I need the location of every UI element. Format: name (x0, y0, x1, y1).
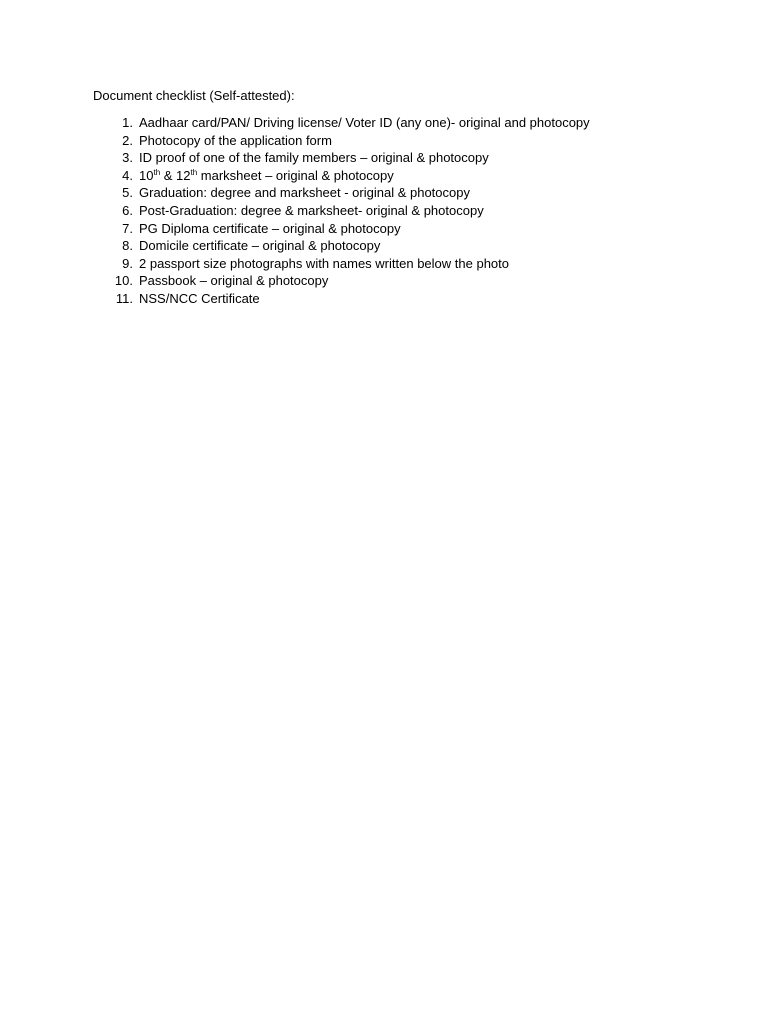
list-item-text: ID proof of one of the family members – original & photocopy (139, 150, 489, 166)
list-item-number: 7. (122, 220, 133, 236)
marksheet-text: marksheet – original & photocopy (197, 167, 394, 183)
list-item-number: 9. (122, 255, 133, 271)
ordinal-suffix: th (153, 167, 161, 177)
list-item-number: 2. (122, 132, 133, 148)
list-item-number: 5. (122, 185, 133, 201)
grade-10-text: 10 (139, 167, 154, 183)
list-item-text: Domicile certificate – original & photocopy (139, 238, 381, 254)
list-item-text (139, 167, 394, 185)
ordinal-suffix: th (190, 167, 198, 177)
list-item-text: Photocopy of the application form (139, 132, 332, 148)
list-item-text: 2 passport size photographs with names written below the photo (139, 255, 509, 271)
list-item-number: 3. (122, 150, 133, 166)
list-item-number: 1. (122, 115, 133, 130)
list-item-text: NSS/NCC Certificate (139, 290, 260, 306)
list-item-text: Post-Graduation: degree & marksheet- original & photocopy (139, 202, 484, 218)
list-item-number: 10. (114, 273, 133, 289)
grade-12-text: & 12 (160, 167, 191, 183)
checklist-heading: Document checklist (Self-attested): (93, 88, 295, 103)
list-item-number: 4. (122, 167, 133, 183)
list-item-text: Passbook – original & photocopy (139, 273, 329, 289)
list-item-text: PG Diploma certificate – original & photocopy (139, 220, 401, 236)
list-item-text: Aadhaar card/PAN/ Driving license/ Voter ID (any one)- original and photocopy (139, 115, 590, 130)
list-item-number: 6. (122, 202, 133, 218)
list-item-text: Graduation: degree and marksheet - original & photocopy (139, 185, 470, 201)
list-item-number: 11. (115, 290, 133, 306)
list-item-number: 8. (122, 238, 133, 254)
